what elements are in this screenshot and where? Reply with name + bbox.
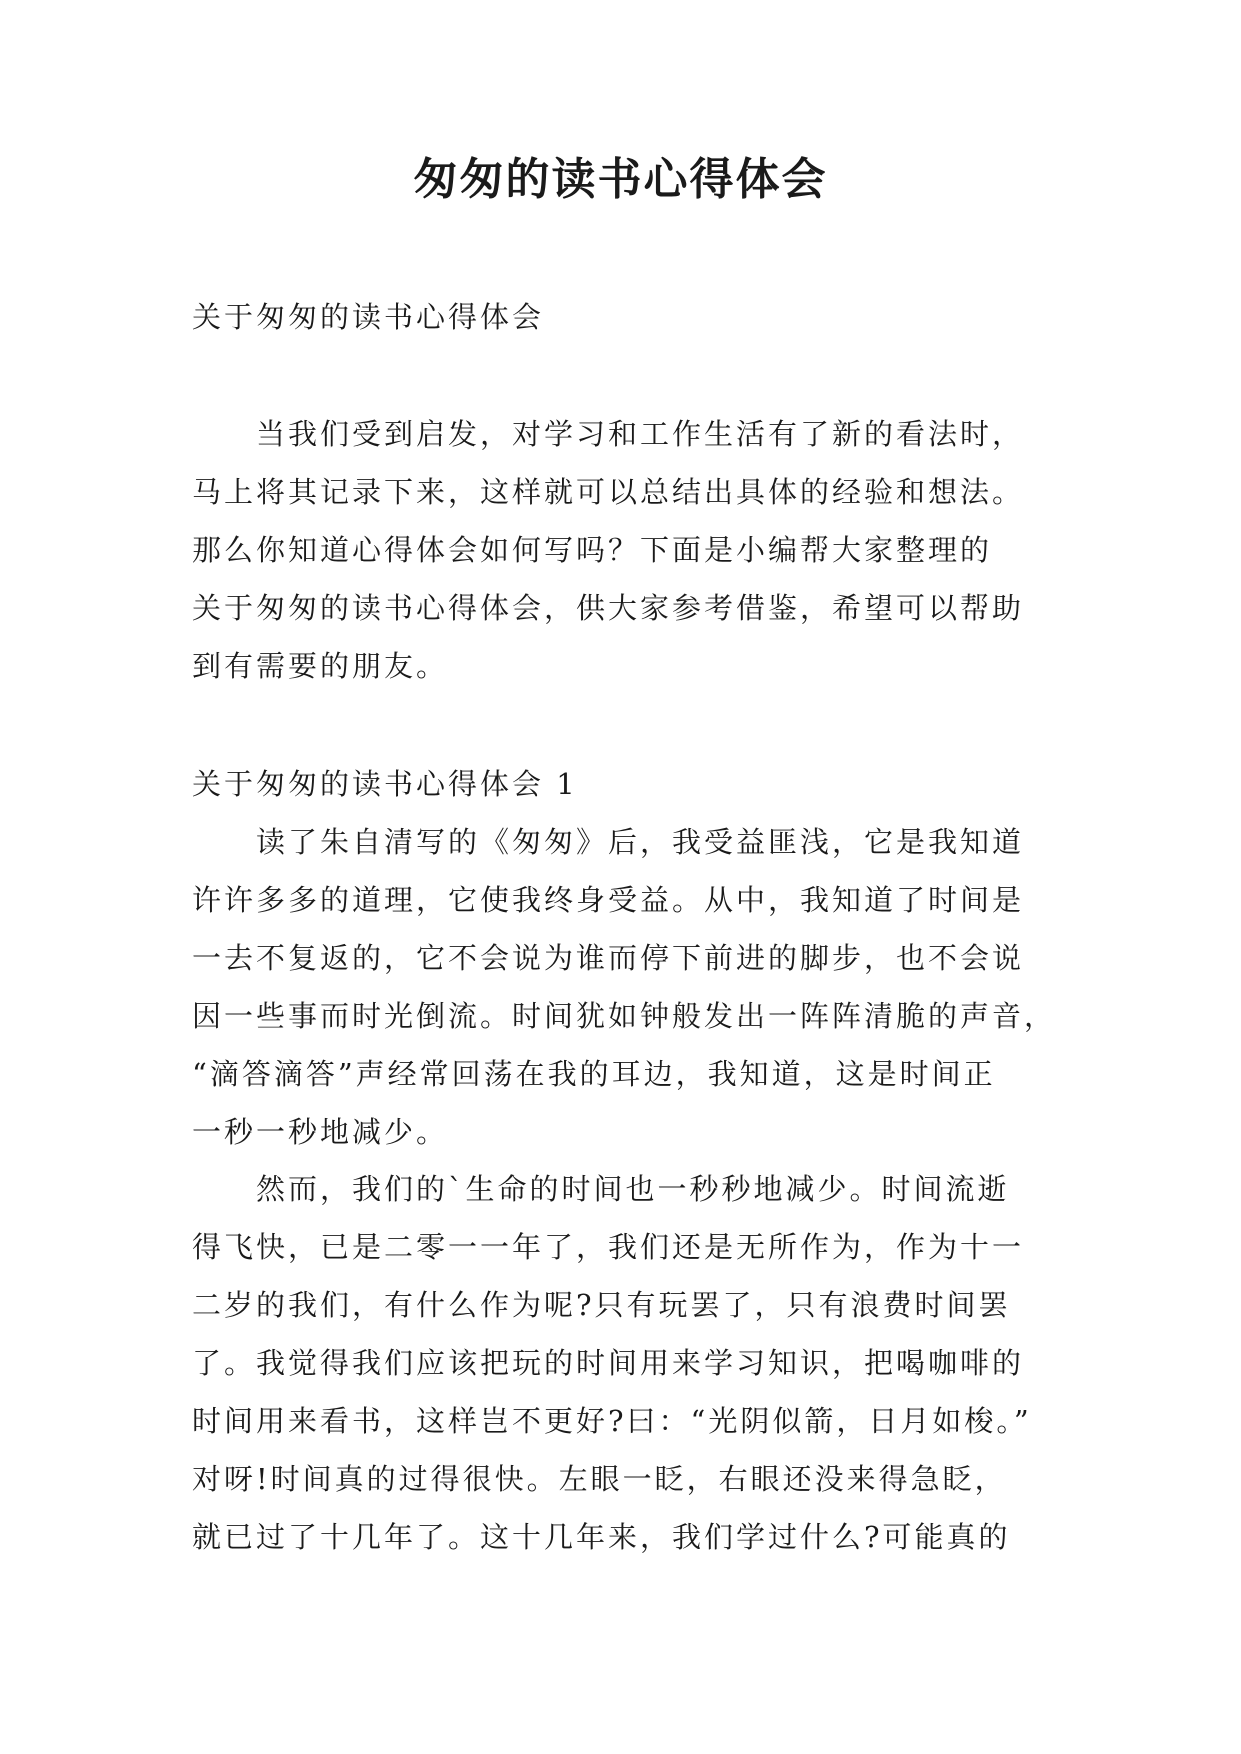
intro-line: 那么你知道心得体会如何写吗？下面是小编帮大家整理的: [192, 533, 993, 567]
section-heading: [192, 755, 1072, 813]
paragraph-line: 得飞快，已是二零一一年了，我们还是无所作为，作为十一: [192, 1230, 1025, 1264]
body-paragraph-2: [192, 1160, 1072, 1566]
paragraph-line: 然而，我们的`生命的时间也一秒秒地减少。时间流逝: [192, 1172, 1010, 1206]
intro-line: 当我们受到启发，对学习和工作生活有了新的看法时，: [192, 417, 1025, 451]
document-title: 匆匆的读书心得体会: [413, 154, 828, 205]
paragraph-line: 时间用来看书，这样岂不更好?曰：“光阴似箭，日月如梭。”: [192, 1404, 1032, 1438]
paragraph-line: 读了朱自清写的《匆匆》后，我受益匪浅，它是我知道: [192, 825, 1025, 859]
paragraph-line: 了。我觉得我们应该把玩的时间用来学习知识，把喝咖啡的: [192, 1346, 1025, 1380]
paragraph-line: 一去不复返的，它不会说为谁而停下前进的脚步，也不会说: [192, 941, 1025, 975]
paragraph-line: 就已过了十几年了。这十几年来，我们学过什么?可能真的: [192, 1520, 1011, 1554]
intro-line: 到有需要的朋友。: [192, 649, 449, 683]
paragraph-line: “滴答滴答”声经常回荡在我的耳边，我知道，这是时间正: [192, 1057, 996, 1091]
subtitle-text: 关于匆匆的读书心得体会: [192, 300, 545, 334]
document-subtitle: [192, 288, 1072, 346]
intro-line: 马上将其记录下来，这样就可以总结出具体的经验和想法。: [192, 475, 1025, 509]
paragraph-line: 许许多多的道理，它使我终身受益。从中，我知道了时间是: [192, 883, 1025, 917]
paragraph-line: 二岁的我们，有什么作为呢?只有玩罢了，只有浪费时间罢: [192, 1288, 1011, 1322]
paragraph-line: 一秒一秒地减少。: [192, 1115, 449, 1149]
paragraph-line: 对呀!时间真的过得很快。左眼一眨，右眼还没来得急眨，: [192, 1462, 1007, 1496]
section-heading-text: 关于匆匆的读书心得体会 1: [192, 767, 578, 801]
paragraph-line: 因一些事而时光倒流。时间犹如钟般发出一阵阵清脆的声音，: [192, 999, 1057, 1033]
intro-paragraph: [192, 405, 1072, 695]
intro-line: 关于匆匆的读书心得体会，供大家参考借鉴，希望可以帮助: [192, 591, 1025, 625]
body-paragraph-1: [192, 813, 1072, 1161]
